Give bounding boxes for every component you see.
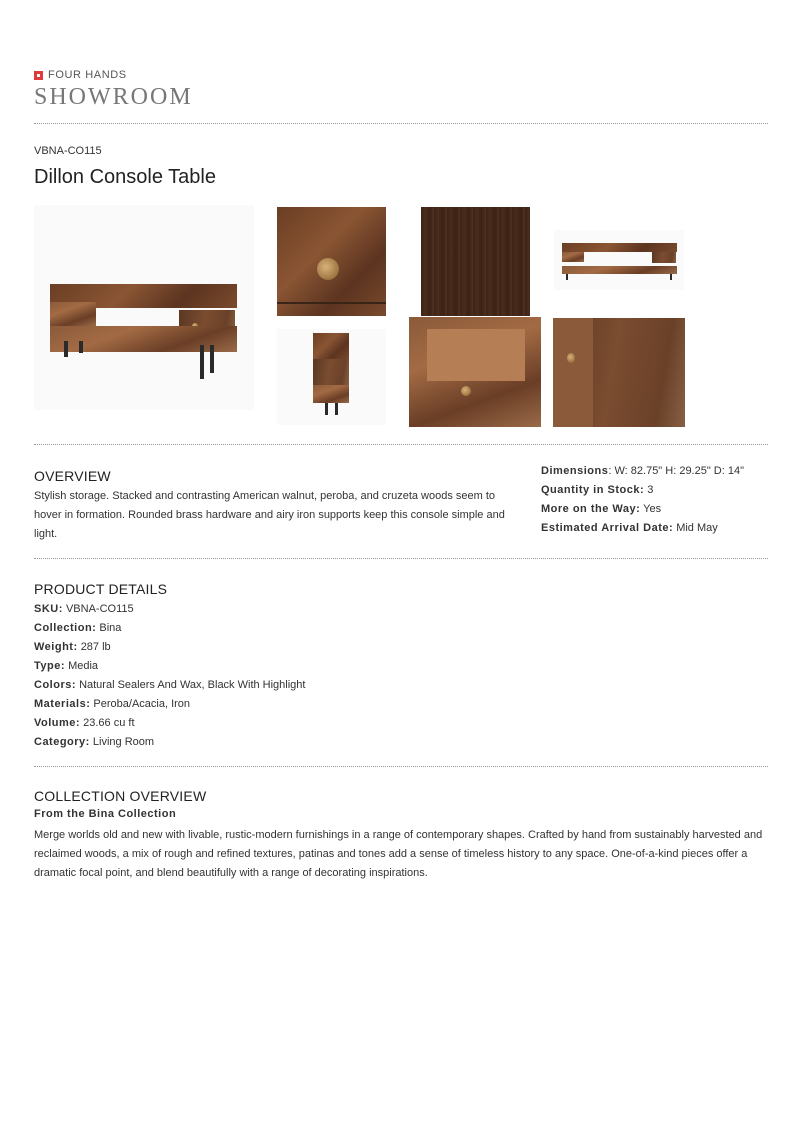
showroom-title: SHOWROOM — [34, 84, 193, 110]
detail-weight: Weight: 287 lb — [34, 641, 111, 653]
brand-name: FOUR HANDS — [48, 69, 127, 81]
detail-colors: Colors: Natural Sealers And Wax, Black With Highlight — [34, 679, 306, 691]
overview-text: Stylish storage. Stacked and contrasting American walnut, peroba, and cruzeta woods seem to hover in formation. Rounded brass hardware and airy iron supports keep this console simple and light. — [34, 490, 505, 540]
spec-arrival: Estimated Arrival Date: Mid May — [541, 522, 718, 534]
spec-dimensions: Dimensions: W: 82.75" H: 29.25" D: 14" — [541, 465, 745, 477]
product-gallery — [34, 205, 768, 433]
brand-row — [34, 68, 768, 82]
overview-heading: OVERVIEW — [34, 468, 111, 484]
specs-list — [541, 462, 768, 538]
product-image-grain — [421, 207, 530, 316]
header — [34, 68, 768, 110]
collection-text: Merge worlds old and new with livable, rustic-modern furnishings in a range of contemporary shapes. Crafted by hand from sustainably harvested and reclaimed woods, a mix of rough and refined textures, patinas and tones add a sense of timeless history to any space. One-of-a-kind pieces offer a dramatic focal point, and blend beautifully with a range of decorating inspirations. — [34, 829, 763, 879]
product-title: Dillon Console Table — [34, 166, 216, 188]
divider — [34, 123, 768, 124]
product-image-knob — [277, 207, 386, 316]
spec-quantity: Quantity in Stock: 3 — [541, 484, 654, 496]
collection-heading: COLLECTION OVERVIEW — [34, 788, 207, 804]
brand-logo-icon — [34, 71, 43, 80]
product-image-thumb — [554, 230, 684, 290]
collection-subheading: From the Bina Collection — [34, 808, 177, 820]
divider — [34, 766, 768, 767]
product-image-detail — [553, 318, 685, 427]
detail-collection: Collection: Bina — [34, 622, 122, 634]
detail-category: Category: Living Room — [34, 736, 155, 748]
divider — [34, 558, 768, 559]
divider — [34, 444, 768, 445]
product-image-main — [34, 205, 254, 410]
details-heading: PRODUCT DETAILS — [34, 581, 168, 597]
detail-sku: SKU: VBNA-CO115 — [34, 603, 134, 615]
detail-volume: Volume: 23.66 cu ft — [34, 717, 135, 729]
product-image-drawer — [409, 317, 541, 427]
spec-more-on-way: More on the Way: Yes — [541, 503, 662, 515]
product-sku: VBNA-CO115 — [34, 145, 102, 157]
details-list — [34, 600, 305, 752]
detail-materials: Materials: Peroba/Acacia, Iron — [34, 698, 191, 710]
product-image-side — [277, 329, 386, 425]
detail-type: Type: Media — [34, 660, 99, 672]
